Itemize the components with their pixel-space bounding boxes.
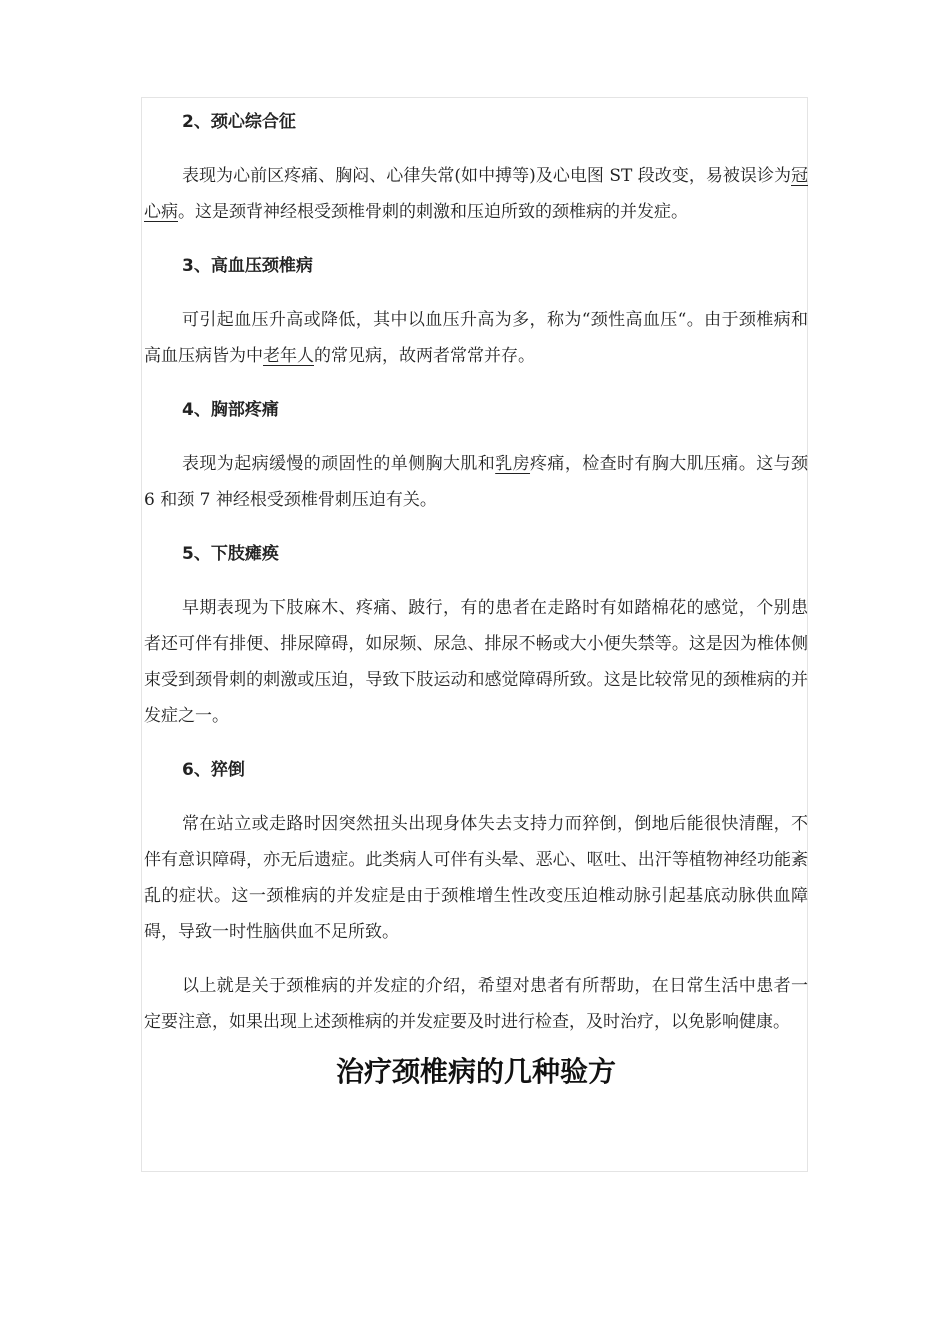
text-segment: 疼痛，检查时有胸大肌压痛。这与颈 6 和颈 7 神经根受颈椎骨刺压迫有关。	[144, 454, 809, 510]
section-body	[144, 158, 808, 230]
link-coronary-heart-disease[interactable]: 冠心病	[144, 166, 808, 222]
section-body: 常在站立或走路时因突然扭头出现身体失去支持力而猝倒，倒地后能很快清醒，不伴有意识障碍，亦无后遗症。此类病人可伴有头晕、恶心、呕吐、出汗等植物神经功能紊乱的症状。这一颈椎病的并发症是由于颈椎增生性改变压迫椎动脉引起基底动脉供血障碍，导致一时性脑供血不足所致。	[144, 814, 808, 942]
section-body	[144, 446, 808, 518]
text-segment: 可引起血压升高或降低，其中以血压升高为多，称为“颈性高血压“。由于颈椎病和高血压病皆为中	[144, 310, 808, 366]
text-segment: 的常见病，故两者常常并存。	[314, 346, 535, 366]
section-heading: 6、猝倒	[182, 760, 245, 780]
link-breast[interactable]: 乳房	[495, 454, 531, 474]
text-segment: 表现为起病缓慢的顽固性的单侧胸大肌和	[182, 454, 496, 474]
section-body	[144, 302, 808, 374]
conclusion-paragraph: 以上就是关于颈椎病的并发症的介绍，希望对患者有所帮助，在日常生活中患者一定要注意，如果出现上述颈椎病的并发症要及时进行检查，及时治疗，以免影响健康。	[144, 976, 808, 1032]
next-article-title: 治疗颈椎病的几种验方	[335, 1055, 616, 1088]
text-segment: 表现为心前区疼痛、胸闷、心律失常(如中搏等)及心电图 ST 段改变，易被误诊为	[182, 166, 791, 186]
section-heading: 2、颈心综合征	[182, 112, 296, 132]
section-heading: 5、下肢瘫痪	[182, 544, 279, 564]
section-heading: 4、胸部疼痛	[182, 400, 279, 420]
article-content	[144, 104, 808, 1094]
link-elderly[interactable]: 老年人	[263, 346, 314, 366]
section-heading: 3、高血压颈椎病	[182, 256, 313, 276]
section-body: 早期表现为下肢麻木、疼痛、跛行，有的患者在走路时有如踏棉花的感觉，个别患者还可伴有排便、排尿障碍，如尿频、尿急、排尿不畅或大小便失禁等。这是因为椎体侧束受到颈骨刺的刺激或压迫，导致下肢运动和感觉障碍所致。这是比较常见的颈椎病的并发症之一。	[144, 598, 808, 726]
text-segment: 。这是颈背神经根受颈椎骨刺的刺激和压迫所致的颈椎病的并发症。	[178, 202, 688, 222]
